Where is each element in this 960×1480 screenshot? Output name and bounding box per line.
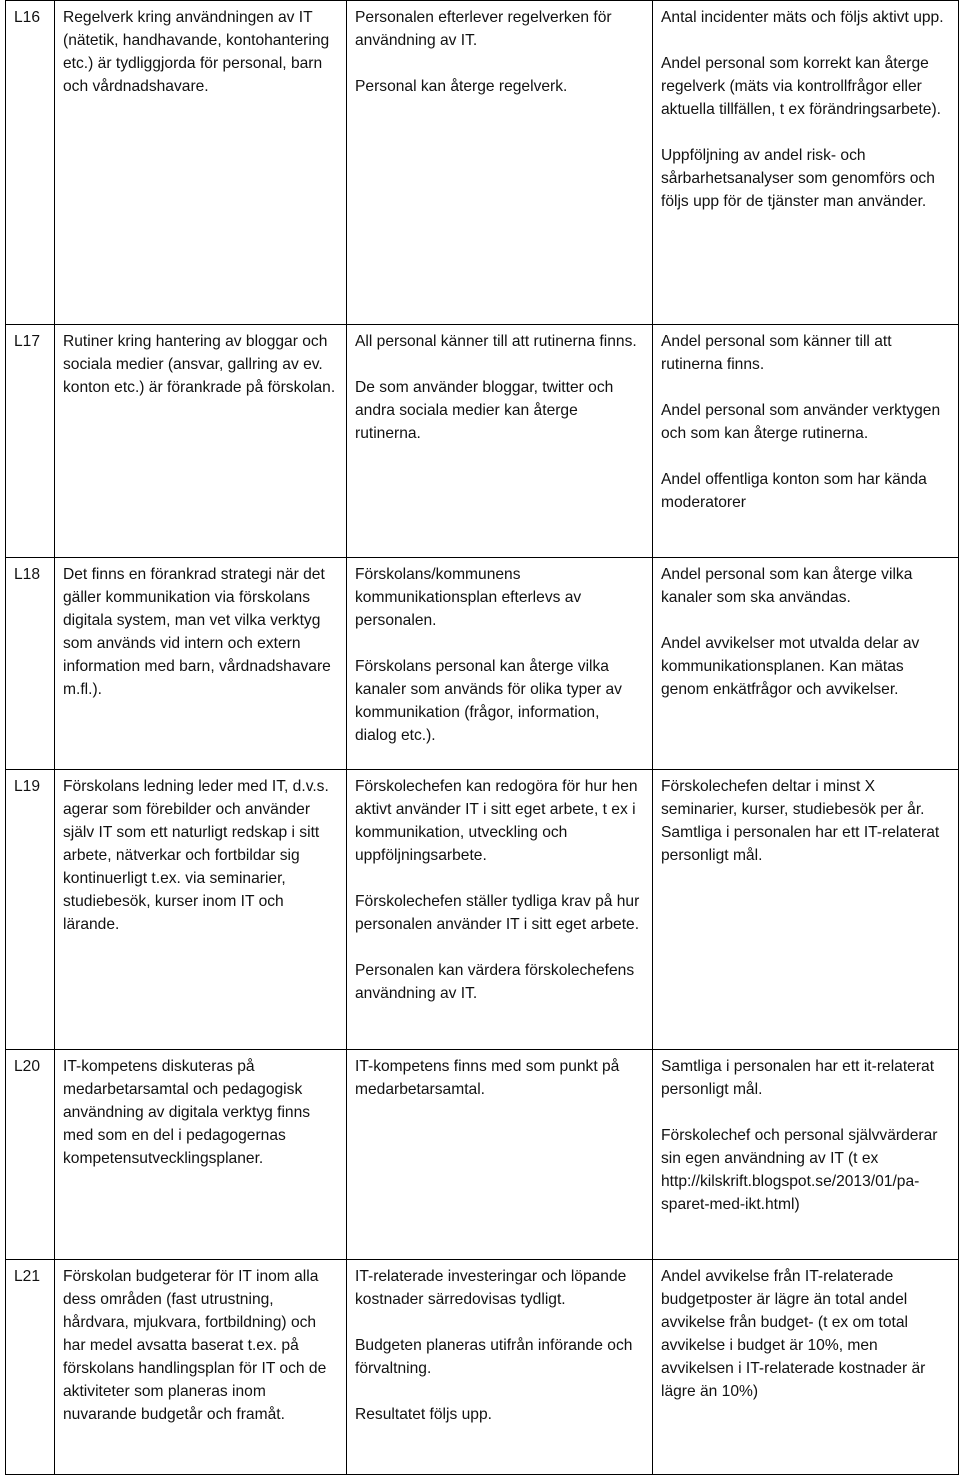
goal-cell: [55, 558, 347, 770]
criteria-text: Personalen efterlever regelverken för användning av IT.: [355, 9, 612, 49]
table-row: [6, 1260, 959, 1475]
goal-text: Förskolans ledning leder med IT, d.v.s. agerar som förebilder och använder själv IT som ett naturligt redskap i sitt arbete, nätverkar och fortbildar sig kontinuerligt t.ex. via seminarier, studiebesök, kurser inom IT och lärande.: [63, 778, 329, 933]
criteria-text: Förskolans personal kan återge vilka kanaler som används för olika typer av kommunikation (frågor, information, dialog etc.).: [355, 658, 622, 744]
row-id-cell: [6, 558, 55, 770]
row-id-cell: [6, 1, 55, 325]
row-id-cell: [6, 770, 55, 1050]
goal-cell: [55, 1260, 347, 1475]
criteria-text: Budgeten planeras utifrån införande och förvaltning.: [355, 1337, 633, 1377]
row-id: L19: [14, 778, 41, 795]
measure-text: Förskolechefen deltar i minst X seminarier, kurser, studiebesök per år. Samtliga i personalen har ett IT-relaterat personligt mål.: [661, 778, 940, 864]
table-row: [6, 1050, 959, 1260]
measures-cell: [653, 1, 959, 325]
measure-text: Andel personal som kan återge vilka kanaler som ska användas.: [661, 566, 913, 606]
goal-text: Det finns en förankrad strategi när det gäller kommunikation via förskolans digitala system, man vet vilka verktyg som används vid intern och extern information med barn, vårdnadshavare m.fl.).: [63, 566, 331, 698]
goal-text: Regelverk kring användningen av IT (nätetik, handhavande, kontohantering etc.) är tydliggjorda för personal, barn och vårdnadshavare.: [63, 9, 330, 95]
goal-text: Förskolan budgeterar för IT inom alla dess områden (fast utrustning, hårdvara, mjukvara, fortbildning) och har medel avsatta baserat t.ex. på förskolans handlingsplan för IT och de aktiviteter som planeras inom nuvarande budgetår och framåt.: [63, 1268, 327, 1423]
criteria-cell: [347, 1260, 653, 1475]
criteria-text: Personalen kan värdera förskolechefens användning av IT.: [355, 962, 635, 1002]
measures-cell: [653, 558, 959, 770]
criteria-text: De som använder bloggar, twitter och andra sociala medier kan återge rutinerna.: [355, 379, 614, 442]
row-id: L20: [14, 1058, 41, 1075]
measures-cell: [653, 770, 959, 1050]
table-row: [6, 1, 959, 325]
measure-text: Andel offentliga konton som har kända moderatorer: [661, 471, 927, 511]
goal-cell: [55, 325, 347, 558]
measure-text: Andel avvikelse från IT-relaterade budgetposter är lägre än total andel avvikelse från budget- (t ex om total avvikelse i budget är 10%, men avvikelsen i IT-relaterade kostnader är lägre än 10%): [661, 1268, 926, 1400]
criteria-cell: [347, 558, 653, 770]
criteria-text: Förskolans/kommunens kommunikationsplan efterlevs av personalen.: [355, 566, 582, 629]
goal-cell: [55, 1050, 347, 1260]
criteria-text: Resultatet följs upp.: [355, 1406, 492, 1423]
goal-text: IT-kompetens diskuteras på medarbetarsamtal och pedagogisk användning av digitala verktyg finns med som en del i pedagogernas kompetensutvecklingsplaner.: [63, 1058, 311, 1167]
row-id: L21: [14, 1268, 41, 1285]
row-id: L17: [14, 333, 41, 350]
measure-text: Andel personal som korrekt kan återge regelverk (mäts via kontrollfrågor eller aktuella tillfällen, t ex förändringsarbete).: [661, 55, 941, 118]
criteria-cell: [347, 325, 653, 558]
row-id-cell: [6, 325, 55, 558]
measures-cell: [653, 1050, 959, 1260]
goal-text: Rutiner kring hantering av bloggar och sociala medier (ansvar, gallring av ev. konton etc.) är förankrade på förskolan.: [63, 333, 336, 396]
indicator-table: [5, 0, 959, 1475]
criteria-text: Personal kan återge regelverk.: [355, 78, 568, 95]
criteria-cell: [347, 770, 653, 1050]
measure-text: Uppföljning av andel risk- och sårbarhetsanalyser som genomförs och följs upp för de tjänster man använder.: [661, 147, 935, 210]
criteria-text: All personal känner till att rutinerna finns.: [355, 333, 637, 350]
goal-cell: [55, 1, 347, 325]
row-id: L18: [14, 566, 41, 583]
goal-cell: [55, 770, 347, 1050]
table-row: [6, 558, 959, 770]
criteria-text: IT-relaterade investeringar och löpande kostnader särredovisas tydligt.: [355, 1268, 627, 1308]
criteria-text: Förskolechefen ställer tydliga krav på hur personalen använder IT i sitt eget arbete.: [355, 893, 640, 933]
criteria-cell: [347, 1050, 653, 1260]
measure-text: Andel personal som känner till att rutinerna finns.: [661, 333, 892, 373]
criteria-text: Förskolechefen kan redogöra för hur hen aktivt använder IT i sitt eget arbete, t ex i kommunikation, utveckling och uppföljningsarbete.: [355, 778, 638, 864]
measure-text: Andel avvikelser mot utvalda delar av kommunikationsplanen. Kan mätas genom enkätfrågor och avvikelser.: [661, 635, 920, 698]
criteria-cell: [347, 1, 653, 325]
row-id-cell: [6, 1260, 55, 1475]
measure-text: Förskolechef och personal självvärderar sin egen användning av IT (t ex http://kilskrift.blogspot.se/2013/01/pa-sparet-med-ikt.html): [661, 1127, 938, 1213]
measures-cell: [653, 325, 959, 558]
measure-text: Antal incidenter mäts och följs aktivt upp.: [661, 9, 944, 26]
measure-text: Andel personal som använder verktygen och som kan återge rutinerna.: [661, 402, 941, 442]
criteria-text: IT-kompetens finns med som punkt på medarbetarsamtal.: [355, 1058, 620, 1098]
measure-text: Samtliga i personalen har ett it-relaterat personligt mål.: [661, 1058, 935, 1098]
table-row: [6, 770, 959, 1050]
measures-cell: [653, 1260, 959, 1475]
table-row: [6, 325, 959, 558]
row-id-cell: [6, 1050, 55, 1260]
row-id: L16: [14, 9, 41, 26]
